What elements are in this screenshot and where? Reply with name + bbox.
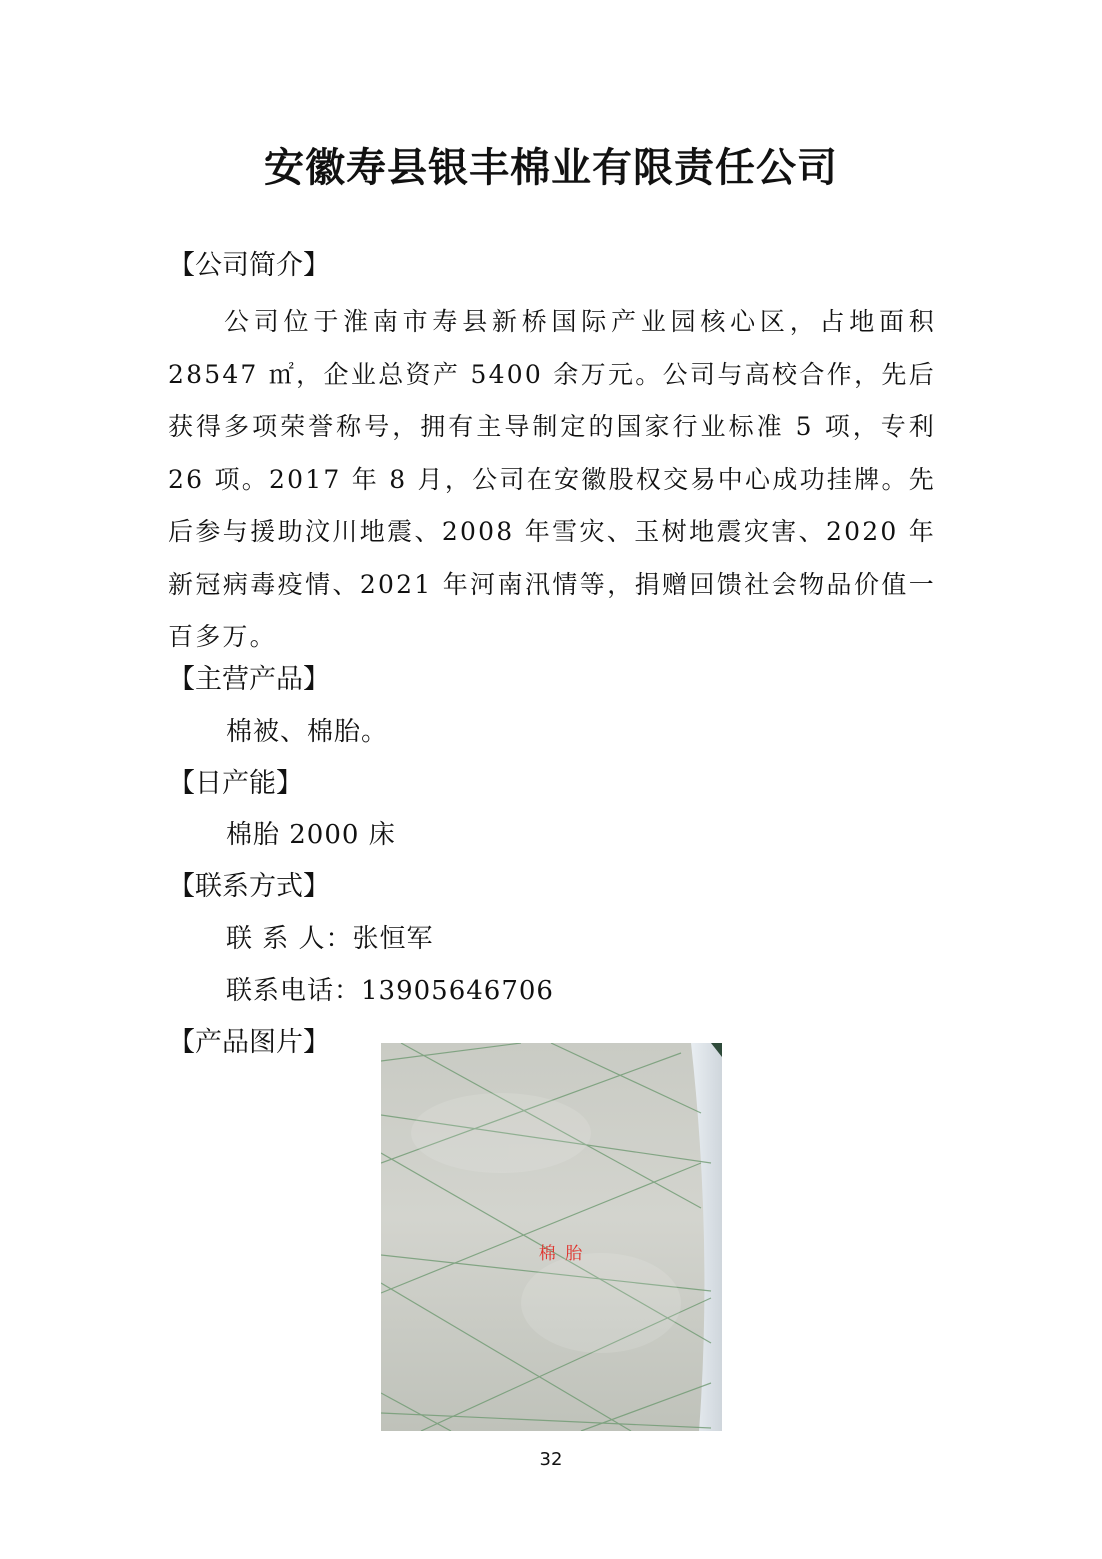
page-number: 32 [539,1449,563,1470]
contact-person-name: 张恒军 [352,924,434,954]
section-heading-intro: 【公司简介】 [168,250,330,281]
contact-phone-label: 联系电话： [226,976,362,1006]
company-intro-text: 公司位于淮南市寿县新桥国际产业园核心区，占地面积 28547 ㎡，企业总资产 5400 余万元。公司与高校合作，先后获得多项荣誉称号，拥有主导制定的国家行业标准 5 项，专利 26 项。2017 年 8 月，公司在安徽股权交易中心成功挂牌。先后参与援助汶川地震、2008 年雪灾、玉树地震灾害、2020 年新冠病毒疫情、2021 年河南汛情等，捐赠回馈社会物品价值一百多万。 [168,307,936,651]
capacity-text: 棉胎 2000 床 [226,820,396,850]
photo-caption: 棉 胎 [538,1244,585,1264]
product-photo [381,1043,722,1431]
products-text: 棉被、棉胎。 [226,717,389,747]
section-heading-photo: 【产品图片】 [168,1027,330,1058]
contact-phone-number: 13905646706 [361,976,554,1006]
section-heading-contact: 【联系方式】 [168,871,330,902]
section-heading-products: 【主营产品】 [168,664,330,695]
page-title: 安徽寿县银丰棉业有限责任公司 [264,144,838,191]
section-heading-capacity: 【日产能】 [168,768,303,799]
cotton-batting-image [381,1043,722,1431]
contact-person-label: 联 系 人： [226,924,353,954]
contact-person-row [226,919,434,959]
contact-phone-row [226,971,554,1011]
